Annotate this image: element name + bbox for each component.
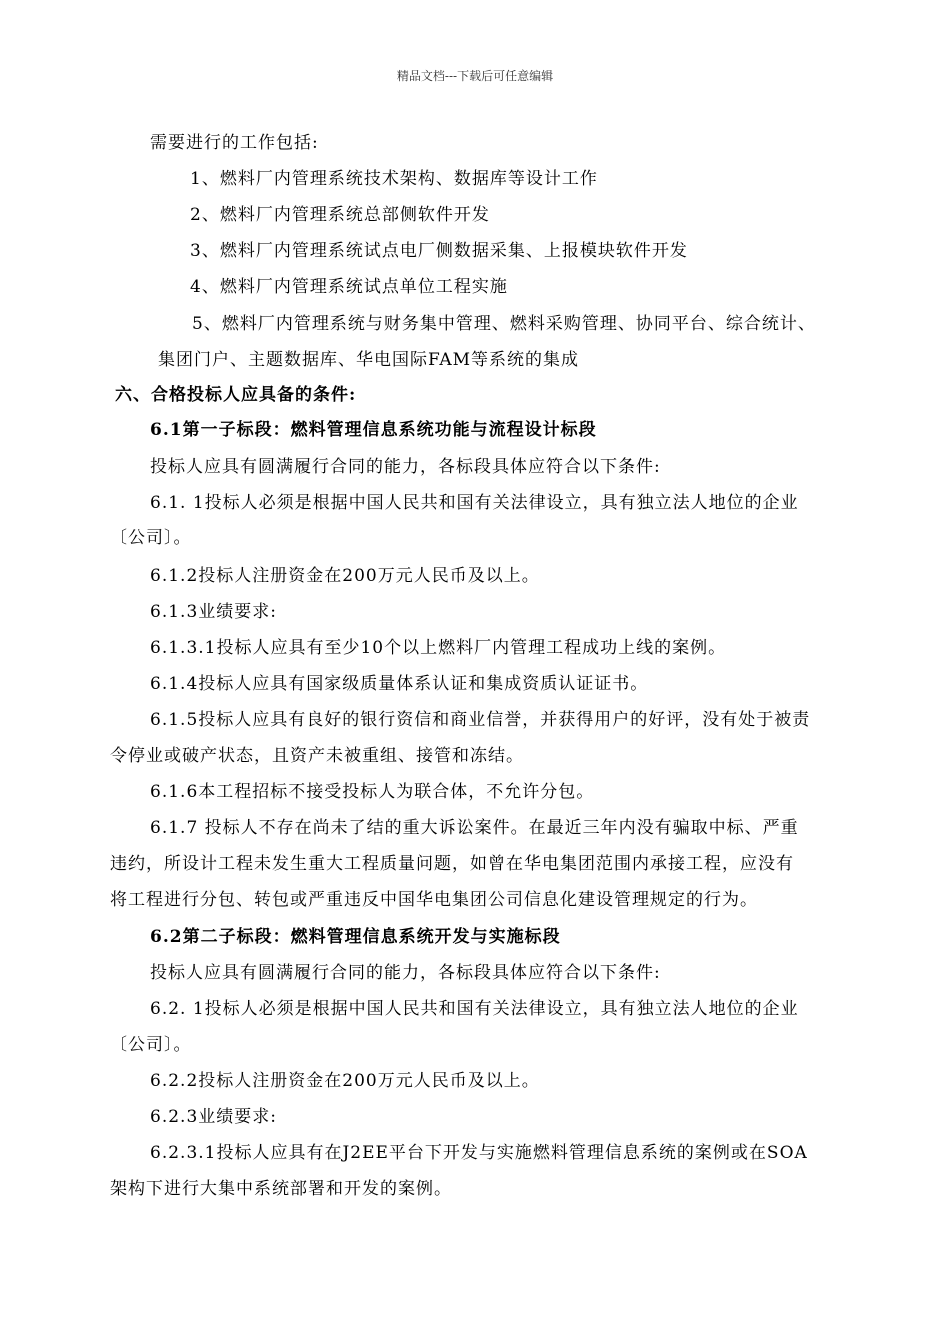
paragraph-line: 6.1.5投标人应具有良好的银行资信和商业信誉，并获得用户的好评，没有处于被责 <box>150 710 811 730</box>
paragraph-line: 6.1.3业绩要求: <box>150 602 277 622</box>
paragraph-line: 6.1.2投标人注册资金在200万元人民币及以上。 <box>150 566 540 586</box>
paragraph-line: 6.1.4投标人应具有国家级质量体系认证和集成资质认证证书。 <box>150 674 649 694</box>
paragraph-line: 6.1.3.1投标人应具有至少10个以上燃料厂内管理工程成功上线的案例。 <box>150 638 727 658</box>
paragraph-line: 投标人应具有圆满履行合同的能力，各标段具体应符合以下条件: <box>150 457 661 477</box>
paragraph-line: 6.2.3业绩要求: <box>150 1107 277 1127</box>
work-item-5-cont: 集团门户、主题数据库、华电国际FAM等系统的集成 <box>158 350 580 370</box>
work-item-5: 5、燃料厂内管理系统与财务集中管理、燃料采购管理、协同平台、综合统计、 <box>192 314 816 334</box>
paragraph-line: 将工程进行分包、转包或严重违反中国华电集团公司信息化建设管理规定的行为。 <box>110 890 758 910</box>
paragraph-line: 〔公司〕。 <box>110 1035 192 1055</box>
subsection-heading-6-2: 6.2第二子标段：燃料管理信息系统开发与实施标段 <box>150 927 561 947</box>
page-header: 精品文档---下载后可任意编辑 <box>396 69 554 83</box>
work-item-1: 1、燃料厂内管理系统技术架构、数据库等设计工作 <box>190 169 598 189</box>
work-item-3: 3、燃料厂内管理系统试点电厂侧数据采集、上报模块软件开发 <box>190 241 688 261</box>
paragraph-line: 6.1. 1投标人必须是根据中国人民共和国有关法律设立，具有独立法人地位的企业 <box>150 493 799 513</box>
paragraph-line: 〔公司〕。 <box>110 528 192 548</box>
paragraph-line: 令停业或破产状态，且资产未被重组、接管和冻结。 <box>110 746 524 766</box>
work-item-4: 4、燃料厂内管理系统试点单位工程实施 <box>190 277 508 297</box>
paragraph-line: 6.2.2投标人注册资金在200万元人民币及以上。 <box>150 1071 540 1091</box>
paragraph-line: 6.2. 1投标人必须是根据中国人民共和国有关法律设立，具有独立法人地位的企业 <box>150 999 799 1019</box>
section-heading-6: 六、合格投标人应具备的条件: <box>115 385 357 405</box>
work-item-2: 2、燃料厂内管理系统总部侧软件开发 <box>190 205 490 225</box>
paragraph-line: 6.1.7 投标人不存在尚未了结的重大诉讼案件。在最近三年内没有骗取中标、严重 <box>150 818 799 838</box>
paragraph-line: 违约，所设计工程未发生重大工程质量问题，如曾在华电集团范围内承接工程，应没有 <box>110 854 794 874</box>
paragraph-line: 架构下进行大集中系统部署和开发的案例。 <box>110 1179 452 1199</box>
paragraph-line: 6.1.6本工程招标不接受投标人为联合体，不允许分包。 <box>150 782 595 802</box>
paragraph-line: 投标人应具有圆满履行合同的能力，各标段具体应符合以下条件: <box>150 963 661 983</box>
paragraph-line: 6.2.3.1投标人应具有在J2EE平台下开发与实施燃料管理信息系统的案例或在SOA <box>150 1143 808 1163</box>
subsection-heading-6-1: 6.1第一子标段：燃料管理信息系统功能与流程设计标段 <box>150 420 597 440</box>
intro-line: 需要进行的工作包括: <box>150 133 319 153</box>
